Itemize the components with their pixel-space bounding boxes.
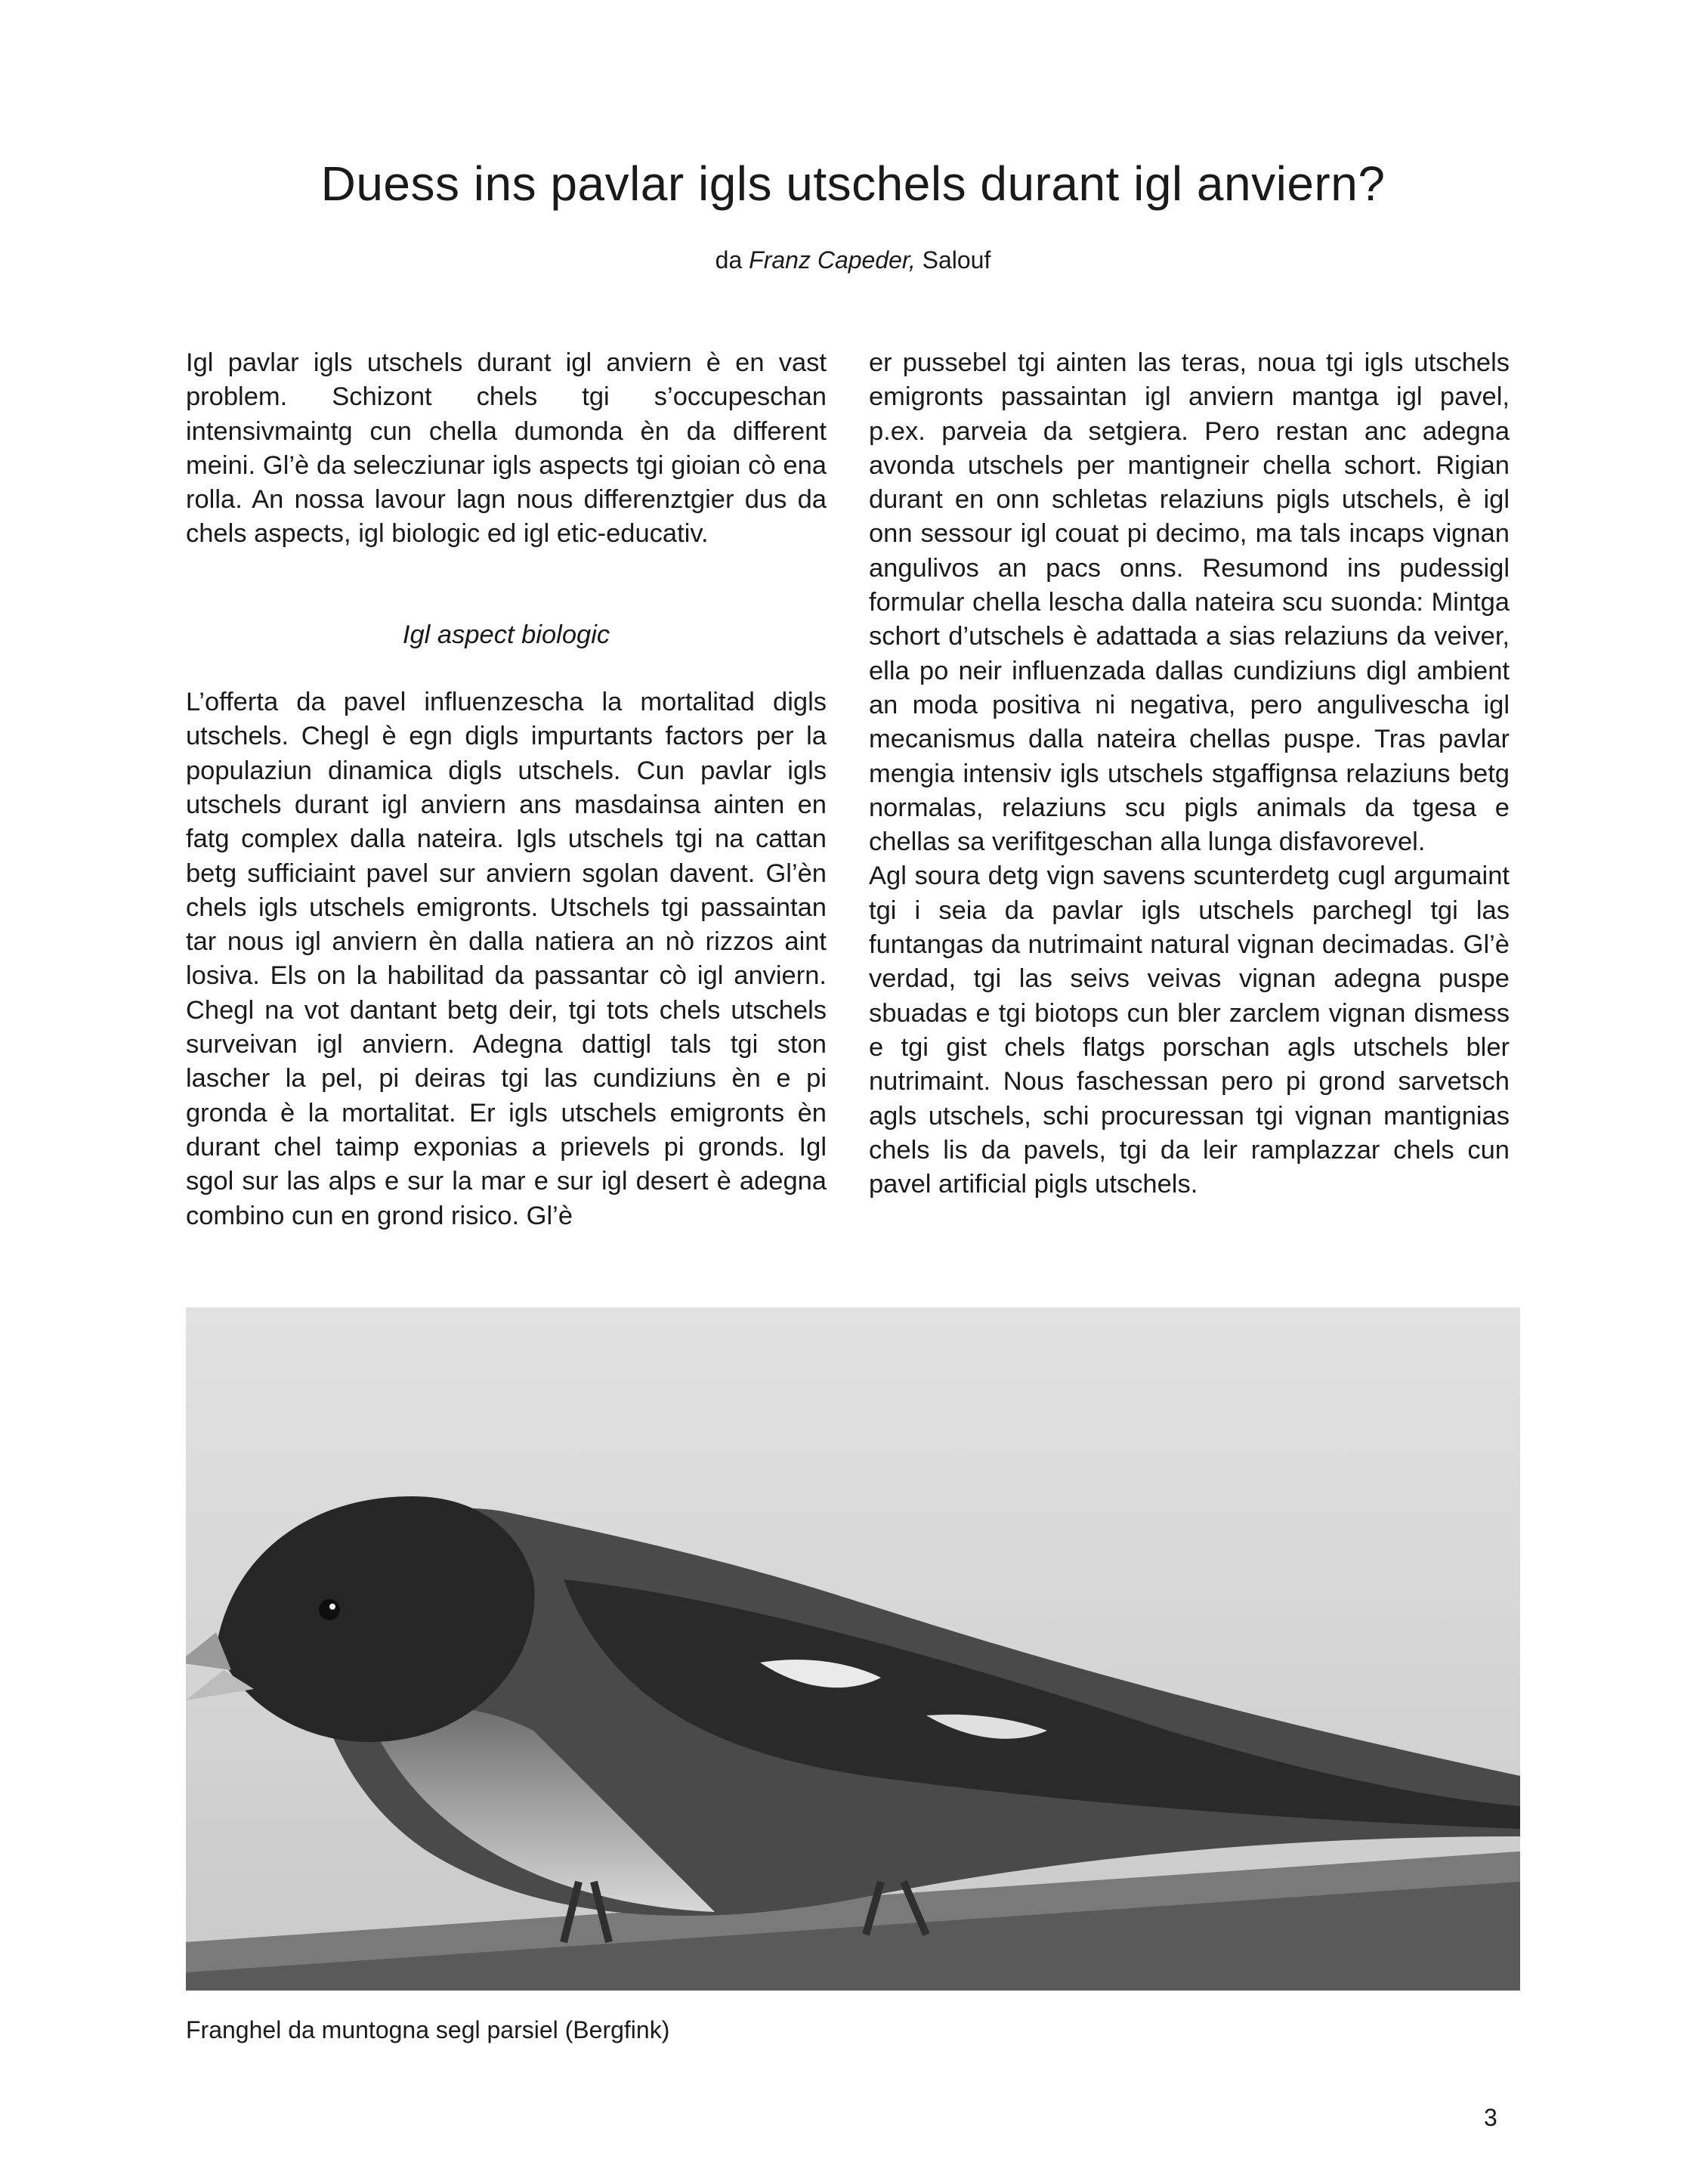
article-title: Duess ins pavlar igls utschels durant igl anviern? xyxy=(320,156,1386,211)
body-paragraph-left: L’offerta da pavel influenzescha la mortalitad digls utschels. Chegl è egn digls impurtants factors per la populaziun dinamica digls utschels. Cun pavlar igls utschels durant igl anviern ans masdainsa ainten en fatg complex dalla nateira. Igls utschels tgi na cattan betg sufficiaint pavel sur anviern sgolan davent. Gl’èn chels igls utschels emigronts. Utschels tgi passaintan tar nous igl anviern èn dalla natiera an nò rizzos aint losiva. Els on la habilitad da passantar cò igl anviern. Chegl na vot dantant betg deir, tgi tots chels utschels surveivan igl anviern. Adegna dattigl tals tgi ston lascher la pel, pi deiras tgi las cundiziuns èn e pi gronda è la mortalitat. Er igls utschels emigronts èn durant chel taimp exponias a prievels pi gronds. Igl sgol sur las alps e sur la mar e sur igl desert è adegna combino cun en grond risico. Gl’è xyxy=(186,688,827,1230)
body-paragraph-right-2: Agl soura detg vign savens scunterdetg cugl argumaint tgi i seia da pavlar igls utschels parchegl tgi las funtangas da nutrimaint natural vignan decimadas. Gl’è verdad, tgi las seivs veivas vignan adegna puspe sbuadas e tgi biotops cun bler zarclem vignan dismess e tgi gist chels flatgs porschan agls utschels bler nutrimaint. Nous faschessan pero pi grond sarvetsch agls utschels, schi procuressan tgi vignan mantignias chels lis da pavels, tgi da leir ramplazzar chels cun pavel artificial pigls utschels. xyxy=(869,862,1510,1199)
body-paragraph-right-1: er pussebel tgi ainten las teras, noua tgi igls utschels emigronts passaintan igl anviern mantga igl pavel, p.ex. parveia da setgiera. Pero restan anc adegna avonda utschels per mantigneir chella schort. Rigian durant en onn schletas relaziuns pigls utschels, è igl onn sessour igl couat pi decimo, ma tals incaps vignan angulivos an pacs onns. Resumond ins pudessigl formular chella lescha dalla nateira scu suonda: Mintga schort d’utschels è adattada a sias relaziuns da veiver, ella po neir influenzada dallas cundiziuns digl ambient an moda positiva ni negativa, pero angulivescha igl mecanismus dalla nateira chellas puspe. Tras pavlar mengia intensiv igls utschels stgaffignsa relaziuns betg normalas, relaziuns scu pigls animals da tgesa e chellas sa verifitgeschan alla lunga disfavorevel. xyxy=(869,348,1510,857)
author-place: Salouf xyxy=(915,246,991,274)
intro-paragraph: Igl pavlar igls utschels durant igl anviern è en vast problem. Schizont chels tgi s’occupeschan intensivmaintg cun chella dumonda èn da different meini. Gl’è da selecziunar igls aspects tgi gioian cò ena rolla. An nossa lavour lagn nous differenztgier dus da chels aspects, igl biologic ed igl etic-educativ. xyxy=(186,348,827,549)
byline xyxy=(0,246,1706,274)
left-column xyxy=(186,346,827,1233)
page-number: 3 xyxy=(1484,2104,1497,2131)
author-name: Franz Capeder, xyxy=(749,246,916,274)
right-column xyxy=(869,346,1510,1202)
section-subheading: Igl aspect biologic xyxy=(402,620,610,649)
bird-illustration xyxy=(186,1307,1520,1991)
bird-photo xyxy=(186,1307,1520,1991)
photo-caption: Franghel da muntogna segl parsiel (Bergfink) xyxy=(186,2016,670,2043)
byline-prefix: da xyxy=(715,246,749,274)
